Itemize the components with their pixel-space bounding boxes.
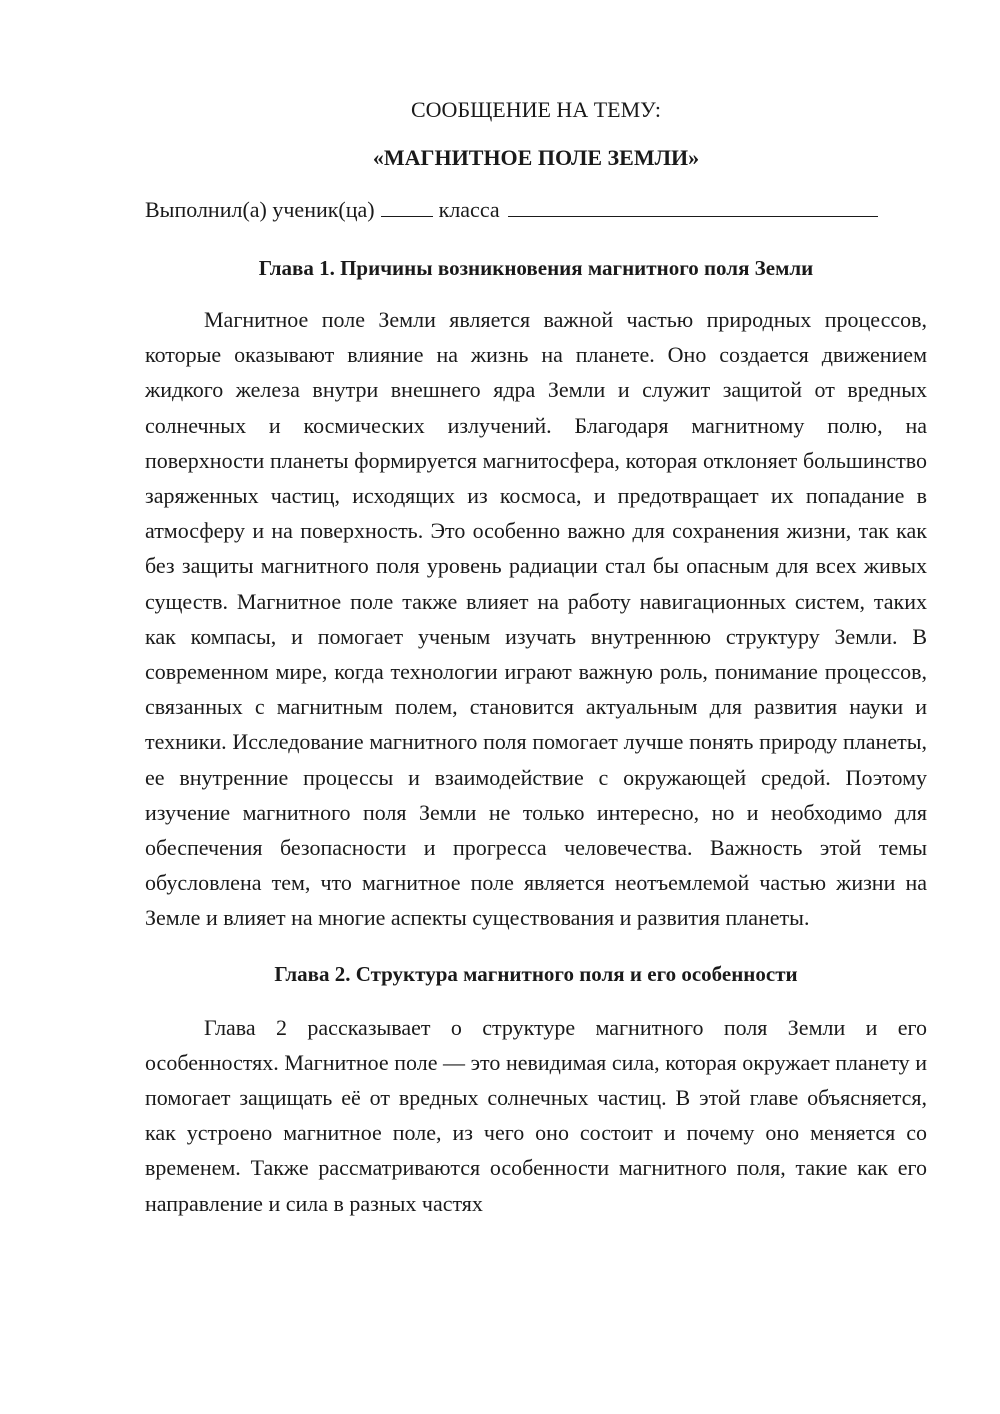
document-page — [145, 92, 927, 1221]
document-title: «МАГНИТНОЕ ПОЛЕ ЗЕМЛИ» — [372, 145, 700, 170]
class-label: класса — [438, 197, 500, 222]
chapter-2-paragraph: Глава 2 рассказывает о структуре магнитного поля Земли и его особенностях. Магнитное поле — это невидимая сила, которая окружает планету и помогает защищать её от вредных солнечных частиц. В этой главе объясняется, как устроено магнитное поле, из чего оно состоит и почему оно меняется со временем. Также рассматриваются особенности магнитного поля, такие как его направление и сила в разных частях — [145, 1014, 927, 1216]
author-line — [145, 192, 927, 228]
name-blank — [508, 194, 878, 217]
chapter-1-heading: Глава 1. Причины возникновения магнитного поля Земли — [258, 256, 814, 280]
chapter-1-paragraph: Магнитное поле Земли является важной частью природных процессов, которые оказывают влияние на жизнь на планете. Оно создается движением жидкого железа внутри внешнего ядра Земли и служит защитой от вредных солнечных и космических излучений. Благодаря магнитному полю, на поверхности планеты формируется магнитосфера, которая отклоняет большинство заряженных частиц, исходящих из космоса, и предотвращает их попадание в атмосферу и на поверхность. Это особенно важно для сохранения жизни, так как без защиты магнитного поля уровень радиации стал бы опасным для всех живых существ. Магнитное поле также влияет на работу навигационных систем, таких как компасы, и помогает ученым изучать внутреннюю структуру Земли. В современном мире, когда технологии играют важную роль, понимание процессов, связанных с магнитным полем, становится актуальным для развития науки и техники. Исследование магнитного поля помогает лучше понять природу планеты, ее внутренние процессы и взаимодействие с окружающей средой. Поэтому изучение магнитного поля Земли не только интересно, но и необходимо для обеспечения безопасности и прогресса человечества. Важность этой темы обусловлена тем, что магнитное поле является неотъемлемой частью жизни на Земле и влияет на многие аспекты существования и развития планеты. — [145, 307, 927, 931]
chapter-2-heading: Глава 2. Структура магнитного поля и его особенности — [274, 961, 798, 986]
class-number-blank — [381, 194, 433, 217]
document-title-line1: СООБЩЕНИЕ НА ТЕМУ: — [411, 97, 661, 122]
author-prefix-label: Выполнил(а) ученик(ца) — [145, 197, 375, 222]
